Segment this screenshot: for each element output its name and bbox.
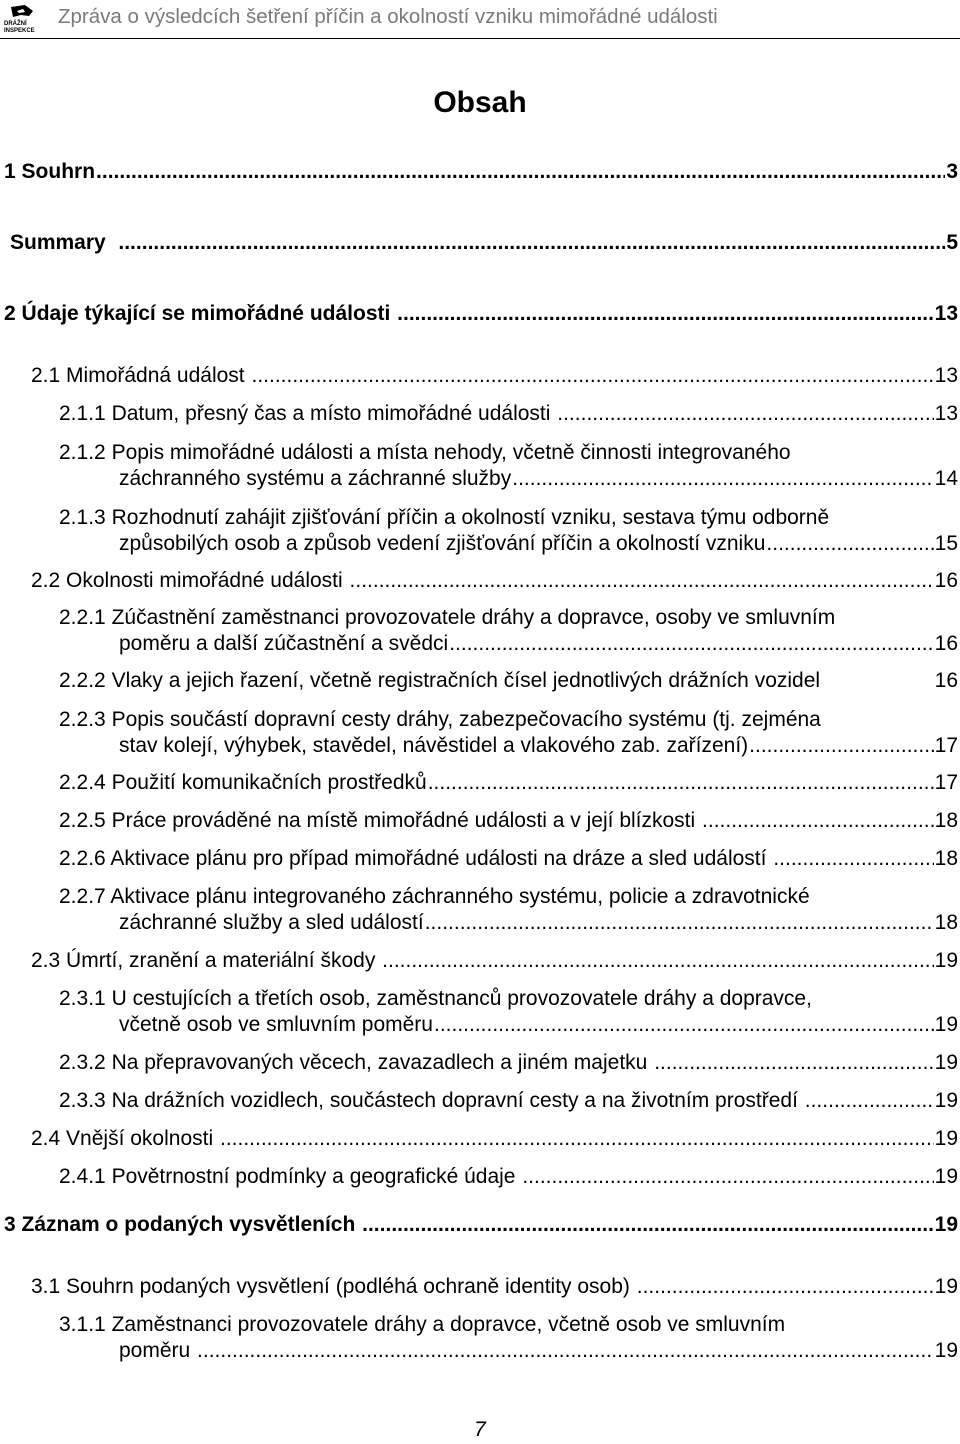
toc-entry[interactable]: 2.1 Mimořádná událost ..... 13 xyxy=(31,363,958,389)
toc-entry[interactable]: 2.3.3 Na drážních vozidlech, součástech dopravní cesty a na životním prostředí ..... 19 xyxy=(59,1088,958,1114)
toc-entry[interactable]: 3.1 Souhrn podaných vysvětlení (podléhá ochraně identity osob) ..... 19 xyxy=(31,1274,958,1300)
toc-entry[interactable]: 2.1.2 Popis mimořádné události a místa nehody, včetně činnosti integrovaného záchranného systému a záchranné služby ..... 14 xyxy=(59,440,958,492)
svg-text:DRÁŽNÍ: DRÁŽNÍ xyxy=(4,21,27,27)
page-title: Obsah xyxy=(433,86,527,119)
drazni-inspekce-logo-icon xyxy=(3,3,41,35)
toc-entry[interactable]: 2.3.2 Na přepravovaných věcech, zavazadlech a jiném majetku ..... 19 xyxy=(59,1050,958,1076)
toc-entry[interactable]: 2.2.3 Popis součástí dopravní cesty dráhy, zabezpečovacího systému (tj. zejména stav kolejí, výhybek, stavědel, návěstidel a vlakového zab. zařízení) ..... 17 xyxy=(59,707,958,759)
toc-entry[interactable]: 2.3 Úmrtí, zranění a materiální škody ..... 19 xyxy=(31,948,958,974)
toc-entry[interactable]: 3.1.1 Zaměstnanci provozovatele dráhy a dopravce, včetně osob ve smluvním poměru ..... 19 xyxy=(59,1312,958,1364)
toc-entry[interactable]: 2.2.1 Zúčastnění zaměstnanci provozovatele dráhy a dopravce, osoby ve smluvním poměru a další zúčastnění a svědci ..... 16 xyxy=(59,605,958,657)
toc-entry[interactable]: 2.2.4 Použití komunikačních prostředků ..... 17 xyxy=(59,770,958,796)
toc-entry[interactable]: 2.1.3 Rozhodnutí zahájit zjišťování příčin a okolností vzniku, sestava týmu odborně způsobilých osob a způsob vedení zjišťování příčin a okolností vzniku ..... 15 xyxy=(59,505,958,557)
svg-text:INSPEKCE: INSPEKCE xyxy=(4,28,35,34)
toc-entry[interactable]: 2.2.5 Práce prováděné na místě mimořádné události a v její blízkosti ..... 18 xyxy=(59,808,958,834)
toc-entry[interactable]: 2.2.7 Aktivace plánu integrovaného záchranného systému, policie a zdravotnické záchranné služby a sled událostí ..... 18 xyxy=(59,884,958,936)
toc-entry[interactable]: 3 Záznam o podaných vysvětleních ..... 19 xyxy=(4,1212,958,1238)
toc-entry[interactable]: 2.2.2 Vlaky a jejich řazení, včetně registračních čísel jednotlivých drážních vozidel 16 xyxy=(59,669,958,692)
toc-entry[interactable]: 2.4.1 Povětrnostní podmínky a geografické údaje ..... 19 xyxy=(59,1164,958,1190)
toc-entry[interactable]: 2.4 Vnější okolnosti ..... 19 xyxy=(31,1126,958,1152)
toc-entry[interactable]: 2.1.1 Datum, přesný čas a místo mimořádné události ..... 13 xyxy=(59,401,958,427)
page-header xyxy=(0,0,960,39)
toc-entry[interactable]: 2.2 Okolnosti mimořádné události ..... 16 xyxy=(31,568,958,594)
toc-entry[interactable]: 1 Souhrn ..... 3 xyxy=(4,159,958,185)
toc-entry[interactable]: 2 Údaje týkající se mimořádné události ..... 13 xyxy=(4,301,958,327)
toc-entry[interactable]: 2.3.1 U cestujících a třetích osob, zaměstnanců provozovatele dráhy a dopravce, včetně osob ve smluvním poměru ..... 19 xyxy=(59,986,958,1038)
toc-entry[interactable]: 2.2.6 Aktivace plánu pro případ mimořádné události na dráze a sled událostí ..... 18 xyxy=(59,846,958,872)
page-number: 7 xyxy=(474,1418,486,1441)
toc-entry[interactable]: Summary ..... 5 xyxy=(10,230,958,256)
header-title: Zpráva o výsledcích šetření příčin a okolností vzniku mimořádné události xyxy=(58,5,718,28)
